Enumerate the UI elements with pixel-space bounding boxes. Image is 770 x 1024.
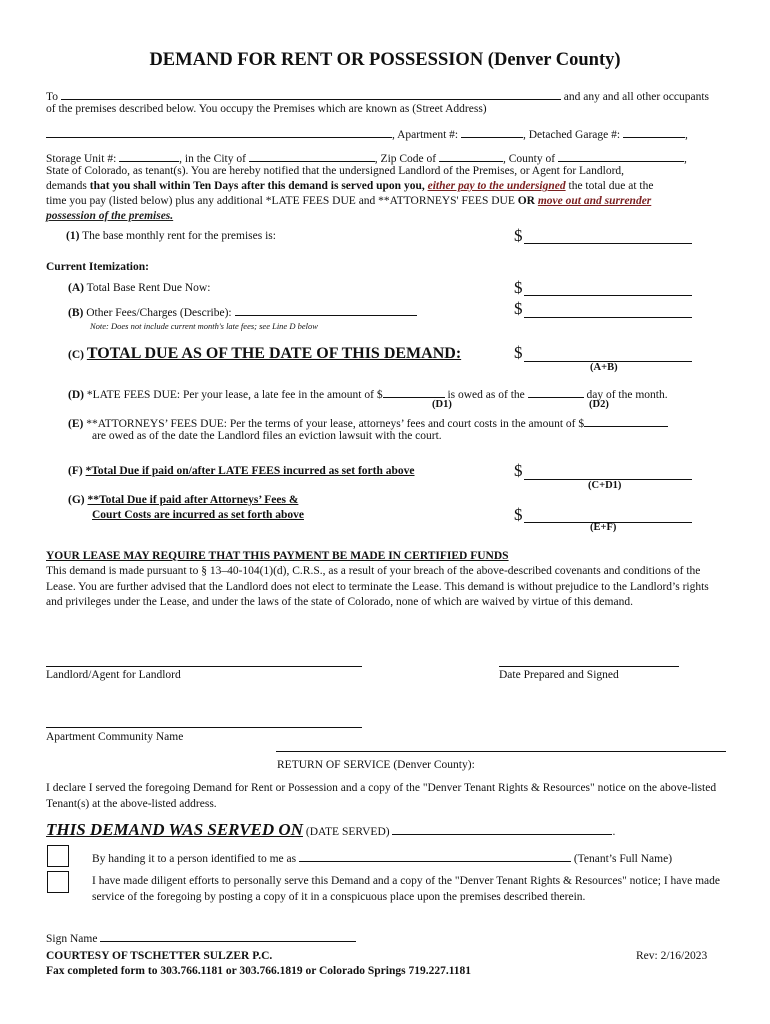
return-of-service-heading: RETURN OF SERVICE (Denver County):	[277, 759, 475, 771]
city-field[interactable]	[249, 150, 375, 162]
storage-label: Storage Unit #:	[46, 153, 117, 165]
street-address-field[interactable]	[46, 126, 392, 138]
item-a: (A) Total Base Rent Due Now:	[68, 282, 211, 294]
item-f: (F) *Total Due if paid on/after LATE FEES incurred as set forth above	[68, 465, 415, 477]
certified-funds-heading: YOUR LEASE MAY REQUIRE THAT THIS PAYMENT BE MADE IN CERTIFIED FUNDS	[46, 550, 509, 562]
item-b: (B) Other Fees/Charges (Describe):	[68, 304, 417, 319]
item-c: (C) TOTAL DUE AS OF THE DATE OF THIS DEMAND:	[68, 345, 462, 362]
tenant-full-name-field[interactable]	[299, 850, 571, 862]
base-rent-field[interactable]	[524, 242, 692, 244]
posting-checkbox[interactable]	[47, 871, 69, 893]
item-d: (D) *LATE FEES DUE: Per your lease, a late fee in the amount of $ is owed as of the day of the month.	[68, 386, 668, 401]
date-signed-line[interactable]	[499, 666, 679, 667]
item-g: (G) **Total Due if paid after Attorneys’ Fees &	[68, 494, 299, 506]
item-e: (E) **ATTORNEYS’ FEES DUE: Per the terms of your lease, attorneys’ fees and court costs in the amount of $	[68, 415, 668, 430]
late-fee-day-field[interactable]	[528, 386, 584, 398]
premises-text: of the premises described below. You occupy the Premises which are known as (Street Address)	[46, 103, 487, 115]
item-e-line-2: are owed as of the date the Landlord files an eviction lawsuit with the court.	[92, 430, 442, 442]
page-title: DEMAND FOR RENT OR POSSESSION (Denver County)	[149, 50, 621, 70]
sign-name-line: Sign Name	[46, 930, 356, 945]
storage-line: Storage Unit #: , in the City of , Zip Code of , County of ,	[46, 150, 687, 165]
garage-field[interactable]	[623, 126, 685, 138]
item-c-formula: (A+B)	[590, 362, 618, 373]
date-served-field[interactable]	[392, 823, 612, 835]
revision-date: Rev: 2/16/2023	[636, 950, 708, 962]
item-g-line-2: Court Costs are incurred as set forth above	[92, 509, 304, 521]
community-name-line[interactable]	[46, 727, 362, 728]
option-hand-delivery: By handing it to a person identified to me as (Tenant’s Full Name)	[92, 850, 672, 865]
dollar-sign: $	[514, 461, 523, 480]
served-heading: THIS DEMAND WAS SERVED ON	[46, 820, 303, 839]
other-fees-description-field[interactable]	[235, 304, 417, 316]
county-field[interactable]	[558, 150, 684, 162]
courtesy-text: COURTESY OF TSCHETTER SULZER P.C.	[46, 950, 273, 962]
d2-label: (D2)	[589, 399, 609, 410]
d1-label: (D1)	[432, 399, 452, 410]
landlord-signature-line[interactable]	[46, 666, 362, 667]
attorney-fees-field[interactable]	[584, 415, 668, 427]
certified-funds-body: This demand is made pursuant to § 13–40-104(1)(d), C.R.S., as a result of your breach of the above-described covenants and conditions of the Lease. You are further advised that the Landlord does not elect to terminate the Lease. This demand is without prejudice to the Landlord’s rights and privileges under the Lease, and under the laws of the state of Colorado, none of which are waived by virtue of this demand.	[46, 565, 709, 608]
item-b-note: Note: Does not include current month's late fees; see Line D below	[90, 321, 318, 331]
sign-name-field[interactable]	[100, 930, 356, 942]
dollar-sign: $	[514, 343, 523, 362]
to-line	[46, 88, 709, 103]
dollar-sign: $	[514, 505, 523, 524]
other-fees-field[interactable]	[524, 316, 692, 318]
notice-line-4: possession of the premises.	[46, 210, 174, 222]
zip-label: , Zip Code of	[374, 153, 437, 165]
late-fee-amount-field[interactable]	[383, 386, 445, 398]
dollar-sign: $	[514, 299, 523, 318]
item-f-formula: (C+D1)	[588, 480, 622, 491]
zip-field[interactable]	[439, 150, 503, 162]
notice-line-1: State of Colorado, as tenant(s). You are hereby notified that the undersigned Landlord of the Premises, or Agent for Landlord,	[46, 165, 625, 177]
apartment-field[interactable]	[461, 126, 523, 138]
apartment-label: , Apartment #:	[392, 129, 459, 141]
notice-line-2: demands that you shall within Ten Days after this demand is served upon you, either pay to the undersigned the total due at the	[46, 180, 654, 192]
hand-delivery-checkbox[interactable]	[47, 845, 69, 867]
tenant-name-field[interactable]	[61, 88, 561, 100]
section-divider	[276, 751, 726, 752]
landlord-signature-label: Landlord/Agent for Landlord	[46, 669, 181, 681]
fax-instructions: Fax completed form to 303.766.1181 or 303.766.1819 or Colorado Springs 719.227.1181	[46, 965, 472, 977]
community-name-label: Apartment Community Name	[46, 731, 184, 743]
notice-line-3: time you pay (listed below) plus any additional *LATE FEES DUE and **ATTORNEYS' FEES DUE OR move out and surrender	[46, 195, 652, 207]
return-of-service-body: I declare I served the foregoing Demand for Rent or Possession and a copy of the "Denver Tenant Rights & Resources" notice on the above-listed Tenant(s) at the above-listed address.	[46, 782, 717, 810]
item-g-formula: (E+F)	[590, 522, 617, 533]
occupants-label: and any and all other occupants	[563, 91, 710, 103]
city-label: , in the City of	[179, 153, 246, 165]
option-posting: I have made diligent efforts to personally serve this Demand and a copy of the "Denver Tenant Rights & Resources" notice; I have made service of the foregoing by posting a copy of it in a conspicuous place upon the premises described therein.	[92, 875, 721, 903]
served-on-line: THIS DEMAND WAS SERVED ON (DATE SERVED) .	[46, 820, 616, 839]
storage-field[interactable]	[119, 150, 179, 162]
address-line: , Apartment #: , Detached Garage #: ,	[46, 126, 688, 141]
dollar-sign: $	[514, 226, 523, 245]
date-signed-label: Date Prepared and Signed	[499, 669, 619, 681]
to-label: To	[46, 91, 58, 103]
current-itemization-heading: Current Itemization:	[46, 261, 149, 273]
item-1: (1) The base monthly rent for the premises is:	[66, 230, 276, 242]
total-base-rent-field[interactable]	[524, 294, 692, 296]
dollar-sign: $	[514, 278, 523, 297]
county-label: , County of	[503, 153, 556, 165]
garage-label: , Detached Garage #:	[523, 129, 621, 141]
